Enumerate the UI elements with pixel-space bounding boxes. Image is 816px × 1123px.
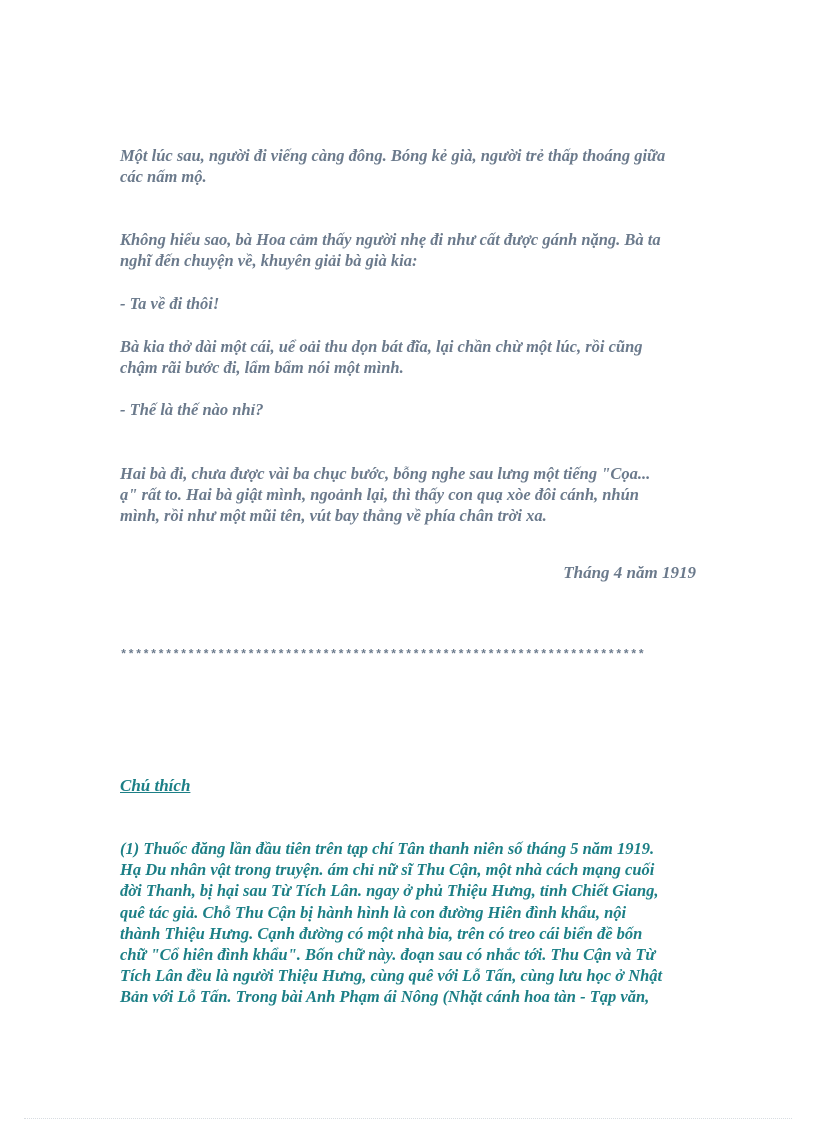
story-paragraph: Bà kia thở dài một cái, uể oải thu dọn bát đĩa, lại chần chừ một lúc, rồi cũng chậm rãi bước đi, lẩm bẩm nói một mình. [120,337,643,377]
page-bottom-divider [24,1118,792,1119]
story-paragraph: Hai bà đi, chưa được vài ba chục bước, bỗng nghe sau lưng một tiếng "Cọa... ạ" rất to. Hai bà giật mình, ngoảnh lại, thì thấy con quạ xòe đôi cánh, nhún mình, rồi như một mũi tên, vút bay thẳng về phía chân trời xa. [120,464,651,525]
footnote-text: (1) Thuốc đăng lần đầu tiên trên tạp chí Tân thanh niên số tháng 5 năm 1919. Hạ Du nhân vật trong truyện. ám chỉ nữ sĩ Thu Cận, một nhà cách mạng cuối đời Thanh, bị hại sau Từ Tích Lân. ngay ở phủ Thiệu Hưng, tỉnh Chiết Giang, quê tác giả. Chỗ Thu Cận bị hành hình là con đường Hiên đình khẩu, nội thành Thiệu Hưng. Cạnh đường có một nhà bia, trên có treo cái biển đề bốn chữ "Cổ hiên đình khẩu". Bốn chữ này. đoạn sau có nhắc tới. Thu Cận và Từ Tích Lân đều là người Thiệu Hưng, cùng quê với Lỗ Tấn, cùng lưu học ở Nhật Bản với Lỗ Tấn. Trong bài Anh Phạm ái Nông (Nhặt cánh hoa tàn - Tạp văn, [120,839,663,1007]
dialogue-line: - Ta về đi thôi! [120,294,220,313]
dialogue-line: - Thế là thế nào nhỉ? [120,400,264,419]
story-paragraph: Không hiểu sao, bà Hoa cảm thấy người nhẹ đi như cất được gánh nặng. Bà ta nghĩ đến chuyện về, khuyên giải bà già kia: [120,230,661,270]
date-signature: Tháng 4 năm 1919 [563,563,696,582]
notes-heading-link[interactable]: Chú thích [120,776,191,795]
separator-line: ********************************************************************** [120,648,646,662]
story-paragraph: Một lúc sau, người đi viếng càng đông. Bóng kẻ già, người trẻ thấp thoáng giữa các nấm mộ. [120,146,666,186]
